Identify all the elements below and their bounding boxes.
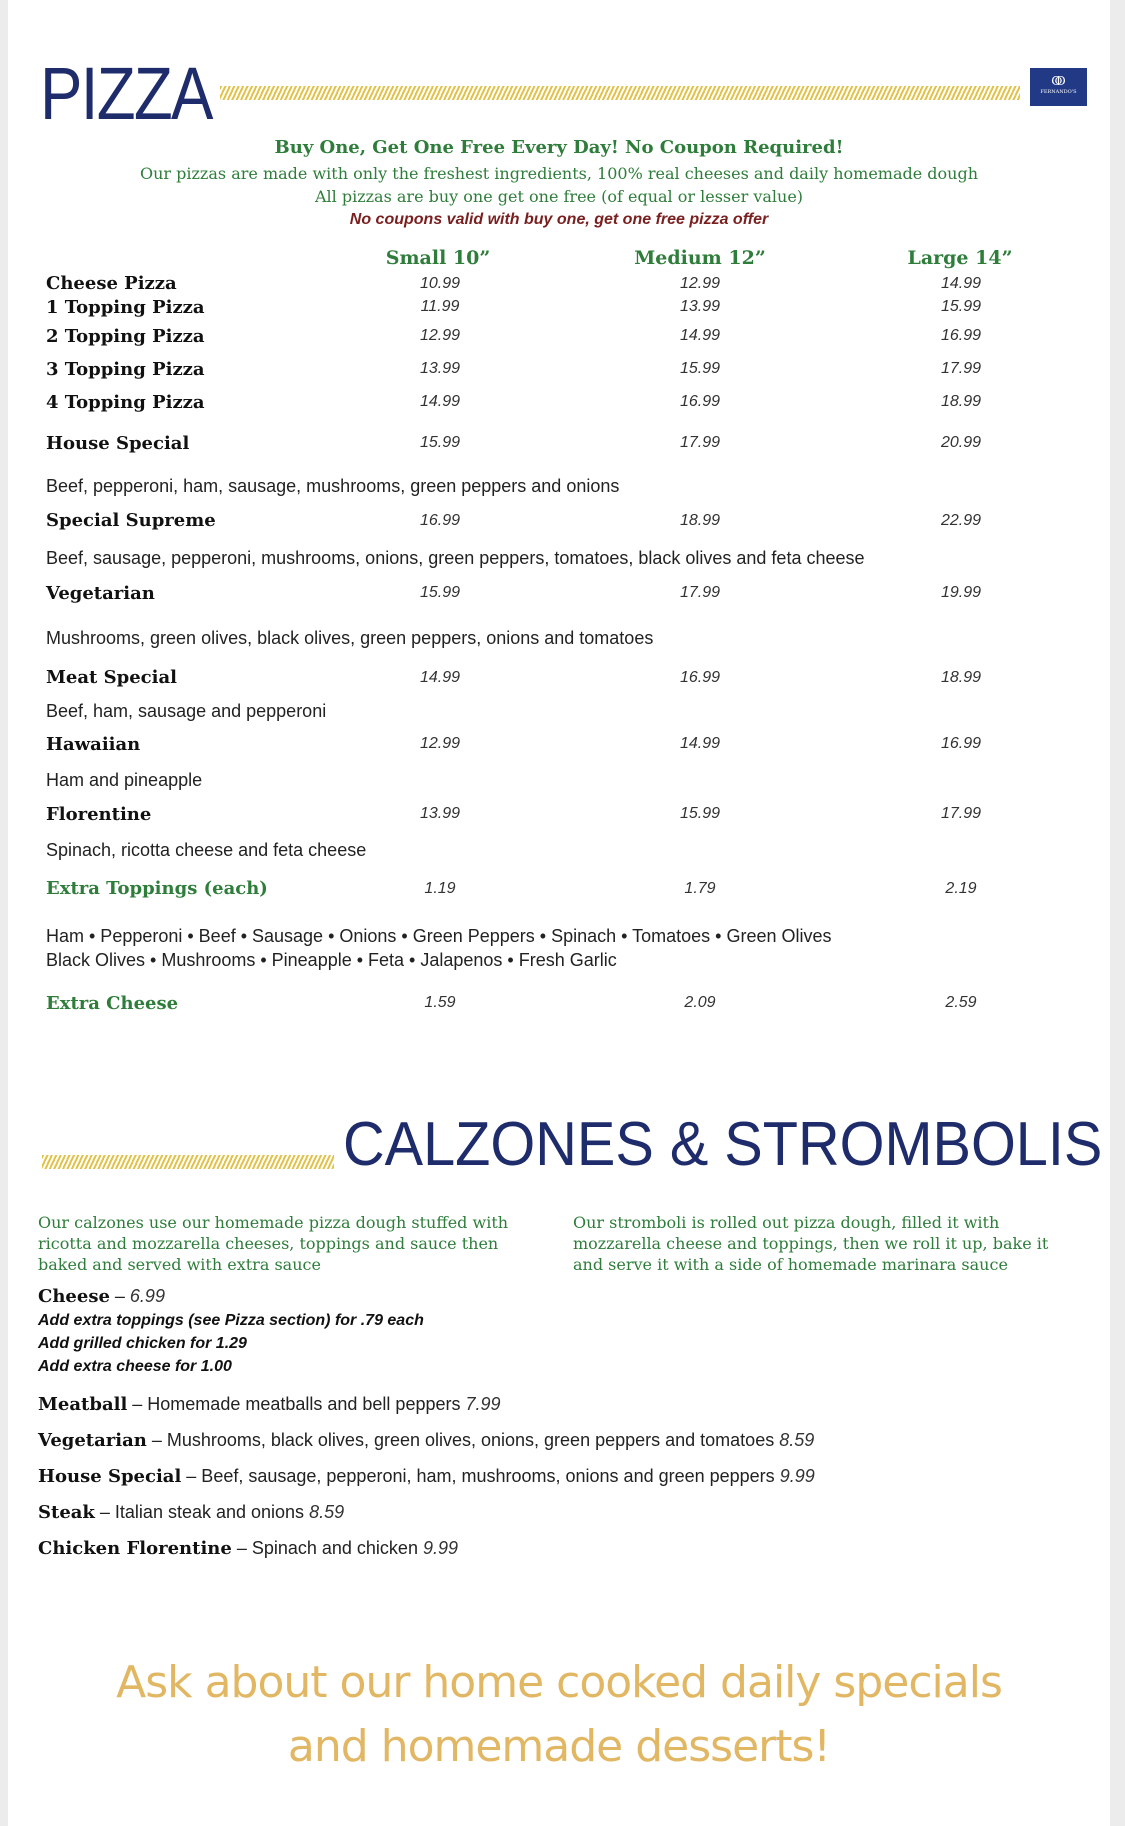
price-medium: 15.99: [679, 805, 721, 822]
calzone-item: [38, 1502, 344, 1523]
pizza-name: 2 Topping Pizza: [46, 326, 205, 347]
price-large: 16.99: [940, 327, 982, 344]
pizza-description: Beef, ham, sausage and pepperoni: [46, 701, 327, 721]
price-small: 1.19: [424, 880, 456, 897]
price-small: 12.99: [419, 735, 461, 752]
price-medium: 16.99: [679, 393, 721, 410]
pizza-name: Meat Special: [46, 667, 177, 688]
item-price: 9.99: [422, 1538, 459, 1558]
item-description: – Homemade meatballs and bell peppers: [127, 1394, 466, 1414]
calzone-intro-line: baked and served with extra sauce: [38, 1255, 321, 1274]
pizza-name: Hawaiian: [46, 734, 141, 755]
footer-specials-line-1: Ask about our home cooked daily specials: [116, 1657, 1002, 1708]
item-price: 8.59: [779, 1430, 815, 1450]
price-medium: 2.09: [684, 994, 716, 1011]
pizza-name: Special Supreme: [46, 510, 216, 531]
calzone-intro-line: Our calzones use our homemade pizza dough stuffed with: [38, 1213, 509, 1232]
pizza-name: Vegetarian: [46, 583, 155, 604]
item-description: – Mushrooms, black olives, green olives, onions, green peppers and tomatoes: [146, 1430, 780, 1450]
price-small: 12.99: [419, 327, 461, 344]
pizza-name: House Special: [46, 433, 190, 454]
menu-page: [8, 0, 1110, 1826]
price-small: 11.99: [420, 298, 460, 315]
calzone-intro-line: ricotta and mozzarella cheeses, toppings and sauce then: [38, 1234, 499, 1253]
addon-line: Add extra toppings (see Pizza section) for .79 each: [38, 1312, 424, 1329]
pizza-intro-line-1: Our pizzas are made with only the freshest ingredients, 100% real cheeses and daily homemade dough: [139, 164, 979, 183]
price-medium: 15.99: [679, 360, 721, 377]
pizza-name: 3 Topping Pizza: [46, 359, 205, 380]
pizza-name: Florentine: [46, 804, 152, 825]
price-medium: 1.79: [684, 880, 716, 897]
calzone-item: [38, 1430, 814, 1451]
price-small: 15.99: [419, 434, 461, 451]
footer-specials-line-2: and homemade desserts!: [287, 1721, 831, 1772]
toppings-list-line-1: Ham • Pepperoni • Beef • Sausage • Onions • Green Peppers • Spinach • Tomatoes • Green Olives: [46, 926, 832, 946]
item-name: Cheese: [38, 1286, 110, 1307]
size-header-large: Large 14”: [907, 247, 1013, 269]
pizza-name: 4 Topping Pizza: [46, 392, 205, 413]
calzone-item: [38, 1466, 815, 1487]
pizza-description: Ham and pineapple: [46, 770, 203, 790]
stromboli-intro-line: Our stromboli is rolled out pizza dough, filled it with: [573, 1213, 1000, 1232]
pizza-intro-line-2: All pizzas are buy one get one free (of equal or lesser value): [314, 187, 804, 206]
item-price: 6.99: [129, 1286, 165, 1306]
stromboli-intro-line: and serve it with a side of homemade marinara sauce: [573, 1255, 1008, 1274]
calzone-intro: [38, 1212, 538, 1275]
calzones-section-title: CALZONES & STROMBOLIS: [343, 1110, 1103, 1179]
item-price: 9.99: [779, 1466, 815, 1486]
pizza-description: Beef, sausage, pepperoni, mushrooms, onions, green peppers, tomatoes, black olives and feta cheese: [46, 548, 865, 568]
stromboli-intro-line: mozzarella cheese and toppings, then we roll it up, bake it: [573, 1234, 1049, 1253]
price-large: 16.99: [940, 735, 982, 752]
price-large: 19.99: [940, 584, 982, 601]
price-medium: 14.99: [679, 327, 721, 344]
item-name: Steak: [38, 1502, 95, 1523]
gold-hatch-divider: [42, 1155, 334, 1169]
item-description: – Italian steak and onions: [94, 1502, 310, 1522]
extra-toppings-label: Extra Toppings (each): [46, 878, 268, 899]
pizza-section-title: PIZZA: [40, 52, 212, 135]
price-large: 2.59: [945, 994, 977, 1011]
price-small: 14.99: [419, 669, 461, 686]
pizza-name: Cheese Pizza: [46, 273, 177, 294]
size-header-medium: Medium 12”: [634, 247, 766, 269]
price-large: 2.19: [945, 880, 977, 897]
bogo-headline: Buy One, Get One Free Every Day! No Coupon Required!: [274, 137, 844, 158]
price-large: 18.99: [940, 669, 982, 686]
price-medium: 18.99: [679, 512, 721, 529]
item-description: – Beef, sausage, pepperoni, ham, mushrooms, onions and green peppers: [181, 1466, 780, 1486]
price-small: 1.59: [424, 994, 456, 1011]
pizza-description: Spinach, ricotta cheese and feta cheese: [46, 840, 367, 860]
gold-hatch-divider: [220, 86, 1020, 100]
stromboli-intro: [573, 1212, 1093, 1275]
price-small: 14.99: [419, 393, 461, 410]
toppings-list-line-2: Black Olives • Mushrooms • Pineapple • Feta • Jalapenos • Fresh Garlic: [46, 950, 617, 970]
item-separator: –: [109, 1286, 130, 1306]
price-large: 17.99: [940, 360, 982, 377]
price-small: 10.99: [419, 275, 461, 292]
restaurant-logo: [1030, 68, 1087, 106]
item-name: Chicken Florentine: [38, 1538, 232, 1559]
pizza-description: Beef, pepperoni, ham, sausage, mushrooms, green peppers and onions: [46, 476, 620, 496]
extra-cheese-label: Extra Cheese: [46, 993, 179, 1014]
no-coupon-note: No coupons valid with buy one, get one free pizza offer: [349, 211, 769, 228]
price-large: 18.99: [940, 393, 982, 410]
calzone-item: [38, 1394, 501, 1415]
price-medium: 17.99: [679, 434, 721, 451]
item-name: Meatball: [38, 1394, 128, 1415]
price-large: 17.99: [940, 805, 982, 822]
price-large: 14.99: [940, 275, 982, 292]
item-price: 7.99: [465, 1394, 501, 1414]
price-large: 22.99: [940, 512, 982, 529]
item-price: 8.59: [309, 1502, 345, 1522]
price-medium: 14.99: [679, 735, 721, 752]
crest-icon: ↂ: [1051, 74, 1066, 88]
price-small: 16.99: [419, 512, 461, 529]
calzone-item: [38, 1538, 458, 1559]
size-header-small: Small 10”: [385, 247, 491, 269]
price-medium: 13.99: [679, 298, 721, 315]
addon-line: Add extra cheese for 1.00: [38, 1358, 232, 1375]
price-medium: 12.99: [679, 275, 721, 292]
price-small: 13.99: [419, 805, 461, 822]
item-name: Vegetarian: [38, 1430, 147, 1451]
addon-line: Add grilled chicken for 1.29: [38, 1335, 247, 1352]
price-large: 20.99: [940, 434, 982, 451]
price-small: 13.99: [419, 360, 461, 377]
price-medium: 16.99: [679, 669, 721, 686]
price-large: 15.99: [940, 298, 982, 315]
pizza-name: 1 Topping Pizza: [46, 297, 205, 318]
item-description: – Spinach and chicken: [231, 1538, 423, 1558]
logo-text: FERNANDO'S: [1040, 89, 1077, 95]
pizza-description: Mushrooms, green olives, black olives, green peppers, onions and tomatoes: [46, 628, 654, 648]
calzone-cheese: [38, 1286, 165, 1307]
price-small: 15.99: [419, 584, 461, 601]
price-medium: 17.99: [679, 584, 721, 601]
item-name: House Special: [38, 1466, 182, 1487]
